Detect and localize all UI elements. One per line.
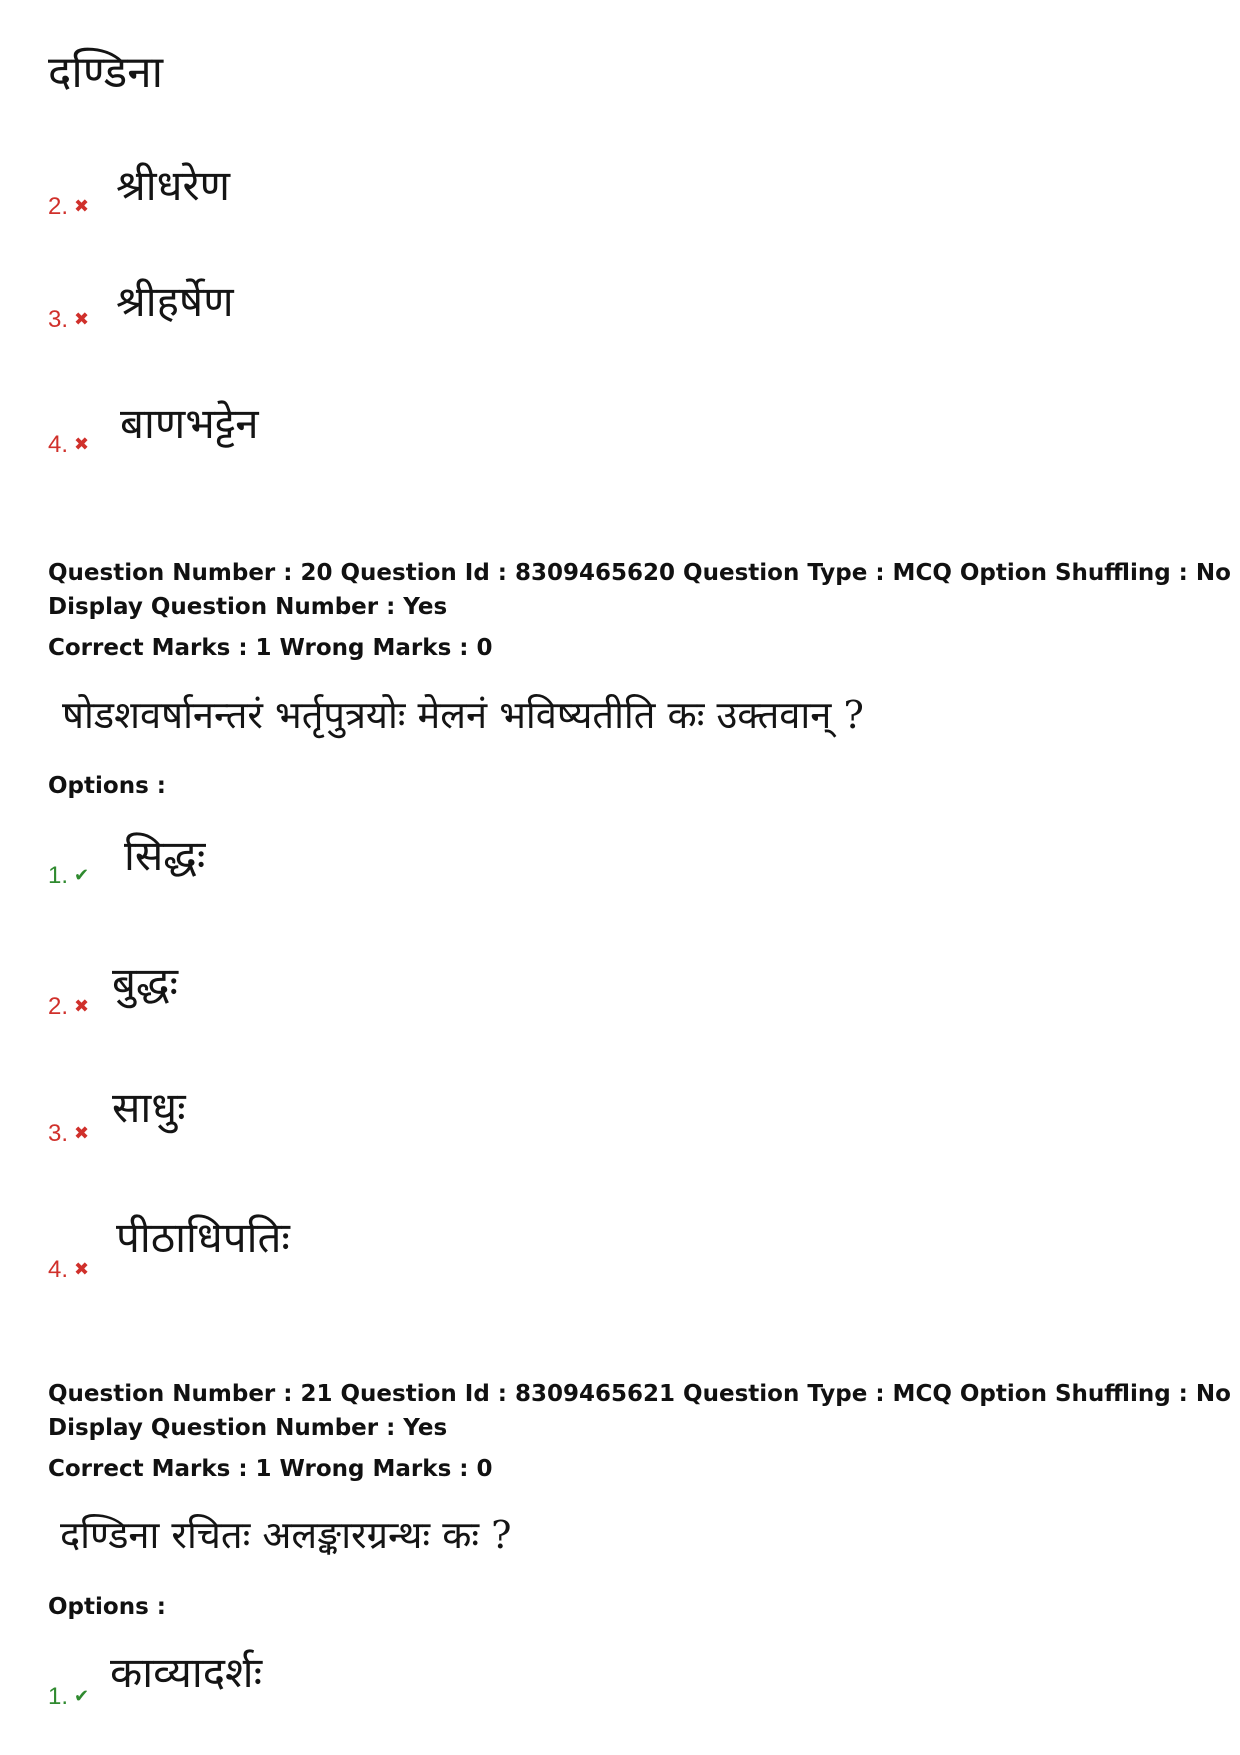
- correct-check-icon: ✔: [74, 1686, 90, 1706]
- q20-option-2-text: बुद्धः: [112, 958, 179, 1007]
- prev-option-4-number: 4. ✖: [48, 431, 90, 458]
- q20-option-4-number: 4. ✖: [48, 1256, 90, 1283]
- q20-marks: Correct Marks : 1 Wrong Marks : 0: [48, 635, 493, 661]
- prev-option-2-number: 2. ✖: [48, 193, 90, 220]
- prev-option-4-text: बाणभट्टेन: [120, 399, 259, 448]
- q20-option-2-number: 2. ✖: [48, 993, 90, 1020]
- q20-meta-line1: Question Number : 20 Question Id : 8309465620 Question Type : MCQ Option Shuffling : No: [48, 560, 1231, 586]
- q20-options-label: Options :: [48, 773, 166, 799]
- q20-option-3-number: 3. ✖: [48, 1120, 90, 1147]
- q21-meta-line2: Display Question Number : Yes: [48, 1415, 448, 1441]
- q21-meta-line1: Question Number : 21 Question Id : 8309465621 Question Type : MCQ Option Shuffling : No: [48, 1381, 1231, 1407]
- prev-question-tail: दण्डिना: [48, 47, 164, 98]
- correct-check-icon: ✔: [74, 865, 90, 885]
- q21-meta: [48, 1377, 1231, 1445]
- q21-option-1-text: काव्यादर्शः: [110, 1648, 263, 1697]
- wrong-cross-icon: ✖: [74, 434, 90, 454]
- wrong-cross-icon: ✖: [74, 1259, 90, 1279]
- q20-option-1-number: 1. ✔: [48, 862, 90, 889]
- wrong-cross-icon: ✖: [74, 1123, 90, 1143]
- prev-option-3-text: श्रीहर्षेण: [116, 277, 234, 326]
- q20-option-4-text: पीठाधिपतिः: [116, 1213, 290, 1262]
- wrong-cross-icon: ✖: [74, 309, 90, 329]
- q20-option-1-text: सिद्धः: [124, 831, 206, 880]
- q20-question-text: षोडशवर्षानन्तरं भर्तृपुत्रयोः मेलनं भविष्यतीति कः उक्तवान् ?: [62, 693, 864, 737]
- prev-option-2-text: श्रीधरेण: [116, 161, 230, 210]
- q21-option-1-number: 1. ✔: [48, 1683, 90, 1710]
- wrong-cross-icon: ✖: [74, 196, 90, 216]
- q21-question-text: दण्डिना रचितः अलङ्कारग्रन्थः कः ?: [60, 1513, 512, 1557]
- q21-marks: Correct Marks : 1 Wrong Marks : 0: [48, 1456, 493, 1482]
- wrong-cross-icon: ✖: [74, 996, 90, 1016]
- q20-option-3-text: साधुः: [112, 1083, 186, 1132]
- q20-meta: [48, 556, 1231, 624]
- prev-option-3-number: 3. ✖: [48, 306, 90, 333]
- q20-meta-line2: Display Question Number : Yes: [48, 594, 448, 620]
- q21-options-label: Options :: [48, 1594, 166, 1620]
